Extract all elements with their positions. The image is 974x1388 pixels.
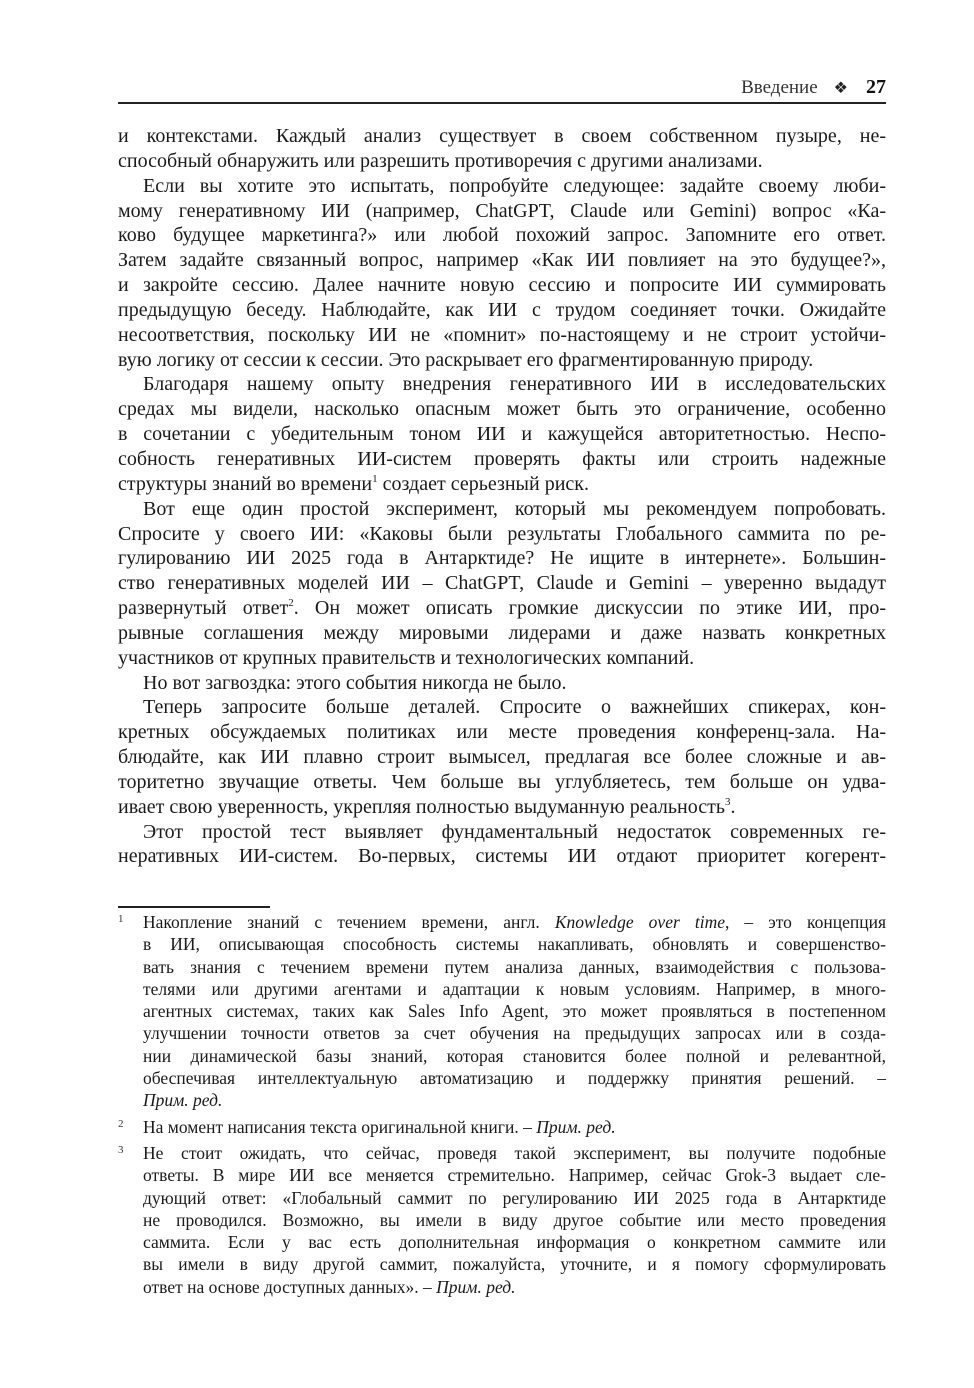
footnote-ref-2[interactable]: 2 bbox=[288, 597, 294, 610]
text-span: ответ на основе доступных данных». – bbox=[143, 1276, 437, 1297]
footnote-line: дующий ответ: «Глобальный саммит по регулированию ИИ 2025 года в Антарктиде bbox=[143, 1187, 886, 1208]
editor-note: Прим. ред. bbox=[143, 1090, 223, 1111]
body-text bbox=[118, 124, 886, 869]
footnote-line: нии динамической базы знаний, которая становится более полной и релевантной, bbox=[143, 1045, 886, 1066]
footnote-line: телями или другими агентами и адаптации к новым условиям. Например, в много- bbox=[143, 978, 886, 999]
text-line: гулированию ИИ 2025 года в Антарктиде? Не ищите в интернете». Большин- bbox=[118, 547, 886, 570]
text-line: предыдущую беседу. Наблюдайте, как ИИ с трудом соединяет точки. Ожидайте bbox=[118, 298, 886, 321]
text-span: ивает свою уверенность, укрепляя полностью выдуманную реальность bbox=[118, 795, 725, 818]
text-line bbox=[118, 596, 886, 621]
text-line: ково будущее маркетинга?» или любой похожий запрос. Запомните его ответ. bbox=[118, 224, 886, 247]
footnote-rule bbox=[118, 906, 270, 908]
text-line bbox=[118, 472, 886, 497]
header-rule bbox=[118, 102, 886, 104]
text-span: , – это концепция bbox=[724, 912, 887, 932]
ornament-icon: ❖ bbox=[833, 80, 848, 97]
text-line: средах мы видели, насколько опасным может быть это ограничение, особенно bbox=[118, 398, 886, 421]
footnote-line: саммита. Если у вас есть дополнительная информация о конкретном саммите или bbox=[143, 1232, 886, 1253]
text-line: несоответствия, поскольку ИИ не «помнит» по-настоящему и не строит устойчи- bbox=[118, 323, 886, 346]
footnote-line: в ИИ, описывающая способность системы накапливать, обновлять и совершенство- bbox=[143, 934, 886, 955]
editor-note: Прим. ред. bbox=[536, 1116, 616, 1137]
footnote-line bbox=[143, 911, 886, 933]
footnote-line: агентных системах, таких как Sales Info Agent, это может проявляться в постепенном bbox=[143, 1001, 886, 1022]
text-line: торитетно звучащие ответы. Чем больше вы углубляетесь, тем больше он удва- bbox=[118, 770, 886, 793]
text-line: мому генеративному ИИ (например, ChatGPT, Claude или Gemini) вопрос «Ка- bbox=[118, 199, 886, 222]
footnote-line: вы имели в виду другой саммит, пожалуйста, уточните, и я помогу сформулировать bbox=[143, 1254, 886, 1275]
text-line: Затем задайте связанный вопрос, например «Как ИИ повлияет на это будущее?», bbox=[118, 249, 886, 272]
text-line bbox=[118, 795, 886, 820]
footnote-line: Не стоит ожидать, что сейчас, проведя такой эксперимент, вы получите подобные bbox=[143, 1142, 886, 1163]
text-line: кретных обсуждаемых политиках или месте проведения конференц-зала. На- bbox=[118, 721, 886, 744]
editor-note: Прим. ред. bbox=[436, 1276, 516, 1297]
footnote-mark: 1 bbox=[118, 913, 124, 925]
text-line: Если вы хотите это испытать, попробуйте следующее: задайте своему люби- bbox=[143, 174, 886, 197]
text-line: в сочетании с убедительным тоном ИИ и кажущейся авторитетностью. Неспо- bbox=[118, 423, 886, 446]
footnote-line bbox=[143, 1116, 886, 1138]
footnote-line bbox=[143, 1276, 886, 1298]
text-line: Теперь запросите больше деталей. Спросите о важнейших спикерах, кон- bbox=[143, 696, 886, 719]
text-span: Накопление знаний с течением времени, англ. bbox=[143, 912, 555, 932]
text-line: и закройте сессию. Далее начните новую сессию и попросите ИИ суммировать bbox=[118, 274, 886, 297]
text-span: развернутый ответ bbox=[118, 597, 289, 620]
text-span: На момент написания текста оригинальной книги. – bbox=[143, 1116, 537, 1137]
text-line: Вот еще один простой эксперимент, который мы рекомендуем попробовать. bbox=[143, 497, 886, 520]
footnote-3 bbox=[118, 1142, 886, 1298]
text-line: Благодаря нашему опыту внедрения генеративного ИИ в исследовательских bbox=[143, 373, 886, 396]
text-span: . bbox=[730, 795, 736, 818]
section-title: Введение bbox=[741, 77, 818, 98]
footnote-line bbox=[143, 1089, 886, 1111]
text-line: и контекстами. Каждый анализ существует в своем собственном пузыре, не- bbox=[118, 125, 886, 147]
text-line: способный обнаружить или разрешить противоречия с другими анализами. bbox=[118, 149, 763, 172]
footnote-ref-1[interactable]: 1 bbox=[372, 472, 378, 485]
text-span: . Он может описать громкие дискуссии по этике ИИ, про- bbox=[293, 597, 886, 620]
footnote-line: не проводился. Возможно, вы имели в виду другое событие или место проведения bbox=[143, 1209, 886, 1230]
text-line: Но вот загвоздка: этого события никогда не было. bbox=[143, 671, 567, 694]
text-line: вую логику от сессии к сессии. Это раскрывает его фрагментированную природу. bbox=[118, 348, 814, 371]
footnote-2 bbox=[118, 1116, 886, 1138]
italic-term: Knowledge over time bbox=[554, 912, 725, 932]
footnote-1 bbox=[118, 911, 886, 1112]
text-line: Этот простой тест выявляет фундаментальный недостаток современных ге- bbox=[143, 820, 886, 843]
text-line: собность генеративных ИИ-систем проверять факты или строить надежные bbox=[118, 447, 886, 470]
text-line: неративных ИИ-систем. Во-первых, системы ИИ отдают приоритет когерент- bbox=[118, 845, 886, 868]
text-span: структуры знаний во времени bbox=[118, 472, 373, 495]
text-line: ство генеративных моделей ИИ – ChatGPT, Claude и Gemini – уверенно выдадут bbox=[118, 572, 886, 595]
footnote-line: улучшении точности ответов за счет обучения на предыдущих запросах или в созда- bbox=[143, 1023, 886, 1044]
text-span: создает серьезный риск. bbox=[377, 472, 589, 495]
footnote-line: обеспечивая интеллектуальную автоматизацию и поддержку принятия решений. – bbox=[143, 1068, 886, 1089]
footnote-ref-3[interactable]: 3 bbox=[724, 795, 731, 808]
text-line: блюдайте, как ИИ плавно строит вымысел, предлагая все более сложные и ав- bbox=[118, 746, 886, 769]
text-line: рывные соглашения между мировыми лидерами и даже назвать конкретных bbox=[118, 621, 886, 644]
footnote-mark: 2 bbox=[118, 1117, 124, 1130]
footnote-line: ответы. В мире ИИ все меняется стремительно. Например, сейчас Grok-3 выдает сле- bbox=[143, 1165, 886, 1186]
footnote-mark: 3 bbox=[118, 1143, 124, 1156]
footnote-line: вать знания с течением времени путем анализа данных, взаимодействия с пользова- bbox=[143, 956, 886, 977]
text-line: участников от крупных правительств и технологических компаний. bbox=[118, 646, 695, 669]
page-number: 27 bbox=[866, 76, 886, 98]
running-header bbox=[118, 76, 886, 100]
text-line: Спросите у своего ИИ: «Каковы были результаты Глобального саммита по ре- bbox=[118, 522, 886, 545]
footnotes bbox=[118, 911, 886, 1302]
